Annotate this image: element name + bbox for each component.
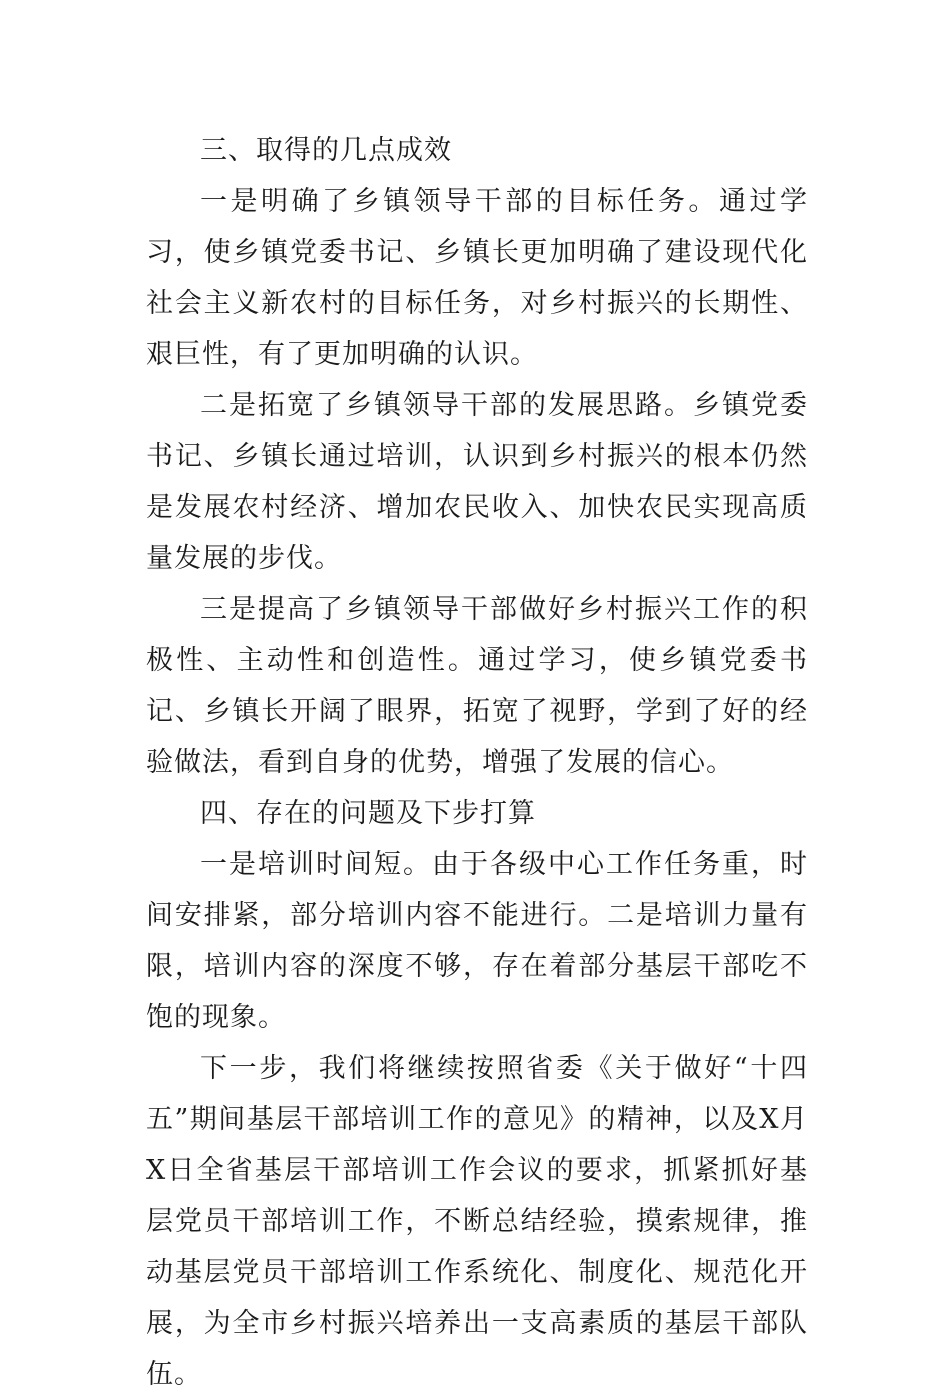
paragraph-next-steps: 下一步，我们将继续按照省委《关于做好“十四五”期间基层干部培训工作的意见》的精神，以及X月X日全省基层干部培训工作会议的要求，抓紧抓好基层党员干部培训工作，不断总结经验，摸索规律，推动基层党员干部培训工作系统化、制度化、规范化开展，为全市乡村振兴培养出一支高素质的基层干部队伍。 [146,1053,808,1390]
paragraph-achievement-1: 一是明确了乡镇领导干部的目标任务。通过学习，使乡镇党委书记、乡镇长更加明确了建设现代化社会主义新农村的目标任务，对乡村振兴的长期性、艰巨性，有了更加明确的认识。 [146,186,808,370]
paragraph-achievement-2: 二是拓宽了乡镇领导干部的发展思路。乡镇党委书记、乡镇长通过培训，认识到乡村振兴的根本仍然是发展农村经济、增加农民收入、加快农民实现高质量发展的步伐。 [146,390,808,574]
section-heading-achievements: 三、取得的几点成效 [200,135,452,166]
paragraph-problems: 一是培训时间短。由于各级中心工作任务重，时间安排紧，部分培训内容不能进行。二是培训力量有限，培训内容的深度不够，存在着部分基层干部吃不饱的现象。 [146,849,808,1033]
document-body [146,125,808,1400]
paragraph-achievement-3: 三是提高了乡镇领导干部做好乡村振兴工作的积极性、主动性和创造性。通过学习，使乡镇党委书记、乡镇长开阔了眼界，拓宽了视野，学到了好的经验做法，看到自身的优势，增强了发展的信心。 [146,594,808,778]
section-heading-problems: 四、存在的问题及下步打算 [200,798,536,829]
